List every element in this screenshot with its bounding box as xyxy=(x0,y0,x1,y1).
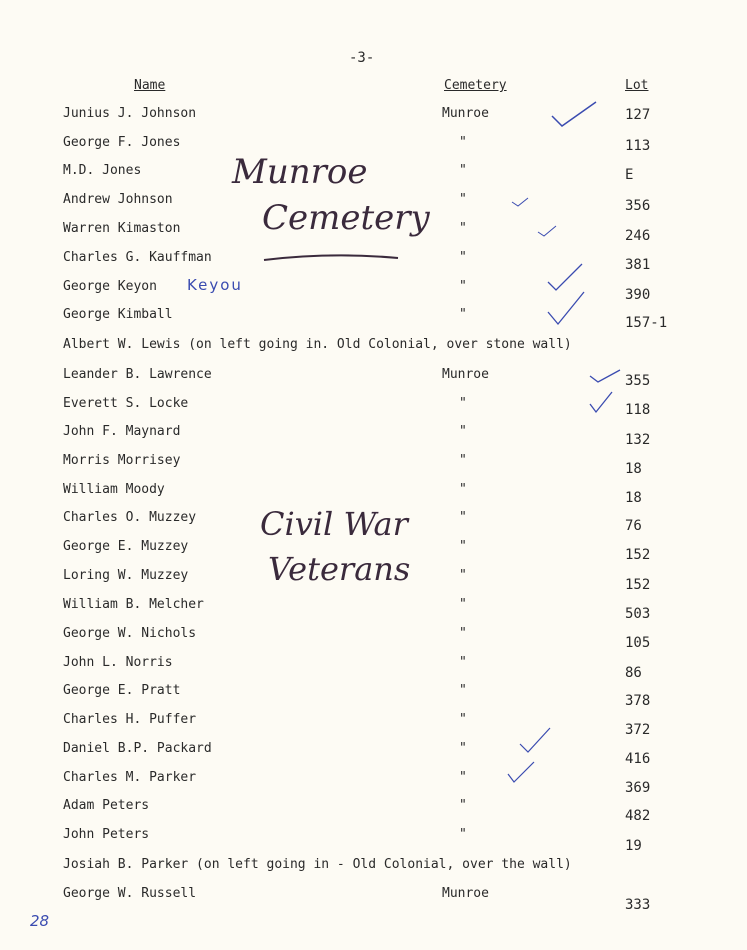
lot-number: 482 xyxy=(625,808,651,824)
lot-number: 86 xyxy=(625,665,642,681)
cemetery-name: " xyxy=(459,741,467,756)
person-name: Andrew Johnson xyxy=(63,192,173,207)
roster-row xyxy=(0,857,747,881)
lot-number: 105 xyxy=(625,635,651,651)
lot-number: 152 xyxy=(625,547,651,563)
person-name: William B. Melcher xyxy=(63,597,204,612)
cemetery-name: " xyxy=(459,482,467,497)
lot-number: 132 xyxy=(625,432,651,448)
lot-number: 18 xyxy=(625,461,642,477)
underline-stroke xyxy=(262,250,402,266)
lot-number: 76 xyxy=(625,518,642,534)
roster-row xyxy=(0,279,747,303)
roster-row xyxy=(0,482,747,506)
roster-row xyxy=(0,712,747,736)
check-mark-icon xyxy=(588,368,622,384)
cemetery-name: " xyxy=(459,453,467,468)
cemetery-name: Munroe xyxy=(442,106,489,121)
cemetery-name: " xyxy=(459,626,467,641)
roster-row xyxy=(0,827,747,854)
person-name: John L. Norris xyxy=(63,655,173,670)
cemetery-name: Munroe xyxy=(442,886,489,901)
person-name: George Keyon xyxy=(63,279,157,294)
person-name: George E. Muzzey xyxy=(63,539,189,554)
person-name: Daniel B.P. Packard xyxy=(63,741,212,756)
person-name: Everett S. Locke xyxy=(63,396,189,411)
roster-row xyxy=(0,163,747,187)
lot-number: 157-1 xyxy=(625,315,668,331)
lot-number: E xyxy=(625,167,634,183)
lot-number: 369 xyxy=(625,780,651,796)
lot-number: 355 xyxy=(625,373,651,389)
person-name: George Kimball xyxy=(63,307,173,322)
cemetery-name: " xyxy=(459,221,467,236)
cemetery-name: " xyxy=(459,510,467,525)
person-name: John F. Maynard xyxy=(63,424,181,439)
cemetery-name: " xyxy=(459,424,467,439)
roster-row xyxy=(0,683,747,707)
lot-number: 503 xyxy=(625,606,651,622)
lot-number: 356 xyxy=(625,198,651,214)
check-mark-icon xyxy=(510,196,530,208)
check-mark-icon xyxy=(546,262,584,292)
person-name: Warren Kimaston xyxy=(63,221,181,236)
handwritten-munroe: Munroe xyxy=(232,152,368,192)
person-name: George E. Pratt xyxy=(63,683,181,698)
lot-number: 390 xyxy=(625,287,651,303)
cemetery-name: " xyxy=(459,250,467,265)
roster-row xyxy=(0,626,747,650)
cemetery-name: " xyxy=(459,655,467,670)
roster-row xyxy=(0,453,747,477)
cemetery-name: " xyxy=(459,135,467,150)
cemetery-name: " xyxy=(459,396,467,411)
cemetery-name: " xyxy=(459,279,467,294)
page-number: -3- xyxy=(349,50,375,66)
roster-row xyxy=(0,770,747,794)
person-name: George W. Russell xyxy=(63,886,197,901)
lot-number: 118 xyxy=(625,402,651,418)
person-name: Adam Peters xyxy=(63,798,150,813)
person-name: John Peters xyxy=(63,827,150,842)
check-mark-icon xyxy=(546,290,586,326)
cemetery-name: " xyxy=(459,683,467,698)
cemetery-name: " xyxy=(459,712,467,727)
roster-row xyxy=(0,396,747,420)
roster-row xyxy=(0,106,747,130)
handwritten-civil-war: Civil War xyxy=(260,505,408,543)
lot-number: 372 xyxy=(625,722,651,738)
roster-row xyxy=(0,307,747,331)
roster-row xyxy=(0,424,747,448)
person-name: Charles H. Puffer xyxy=(63,712,197,727)
person-name: Morris Morrisey xyxy=(63,453,181,468)
roster-row xyxy=(0,367,747,391)
header-name: Name xyxy=(134,78,166,93)
check-mark-icon xyxy=(506,760,536,784)
corner-page-number: 28 xyxy=(30,912,50,930)
cemetery-name: " xyxy=(459,597,467,612)
cemetery-name: " xyxy=(459,798,467,813)
person-name: Loring W. Muzzey xyxy=(63,568,189,583)
lot-number: 113 xyxy=(625,138,651,154)
lot-number: 127 xyxy=(625,107,651,123)
check-mark-icon xyxy=(588,390,614,414)
lot-number: 152 xyxy=(625,577,651,593)
person-name: William Moody xyxy=(63,482,165,497)
cemetery-name: " xyxy=(459,770,467,785)
roster-row xyxy=(0,741,747,765)
check-mark-icon xyxy=(536,224,558,238)
cemetery-name: " xyxy=(459,539,467,554)
roster-row xyxy=(0,597,747,621)
roster-row xyxy=(0,655,747,679)
lot-number: 416 xyxy=(625,751,651,767)
lot-number: 381 xyxy=(625,257,651,273)
person-name: Charles M. Parker xyxy=(63,770,197,785)
person-name: Josiah B. Parker (on left going in - Old Colonial, over the wall) xyxy=(63,857,572,872)
handwritten-cemetery: Cemetery xyxy=(262,198,430,238)
person-name: Albert W. Lewis (on left going in. Old Colonial, over stone wall) xyxy=(63,337,572,352)
cemetery-name: " xyxy=(459,307,467,322)
person-name: George F. Jones xyxy=(63,135,181,150)
cemetery-name: " xyxy=(459,827,467,842)
lot-number: 378 xyxy=(625,693,651,709)
header-lot: Lot xyxy=(625,78,649,93)
header-cemetery: Cemetery xyxy=(444,78,507,93)
person-name: M.D. Jones xyxy=(63,163,142,178)
roster-row xyxy=(0,337,747,361)
person-name: George W. Nichols xyxy=(63,626,197,641)
person-name: Charles G. Kauffman xyxy=(63,250,212,265)
lot-number: 18 xyxy=(625,490,642,506)
lot-number: 246 xyxy=(625,228,651,244)
person-name: Charles O. Muzzey xyxy=(63,510,197,525)
roster-row xyxy=(0,798,747,822)
roster-row xyxy=(0,135,747,159)
person-name: Leander B. Lawrence xyxy=(63,367,212,382)
check-mark-icon xyxy=(550,100,600,130)
check-mark-icon xyxy=(518,726,552,754)
lot-number: 19 xyxy=(625,838,642,854)
handwritten-keyou: Keyou xyxy=(187,276,243,294)
lot-number: 333 xyxy=(625,897,651,913)
handwritten-veterans: Veterans xyxy=(268,550,411,588)
cemetery-name: " xyxy=(459,192,467,207)
cemetery-name: " xyxy=(459,163,467,178)
cemetery-name: " xyxy=(459,568,467,583)
cemetery-name: Munroe xyxy=(442,367,489,382)
person-name: Junius J. Johnson xyxy=(63,106,197,121)
roster-row xyxy=(0,886,747,913)
